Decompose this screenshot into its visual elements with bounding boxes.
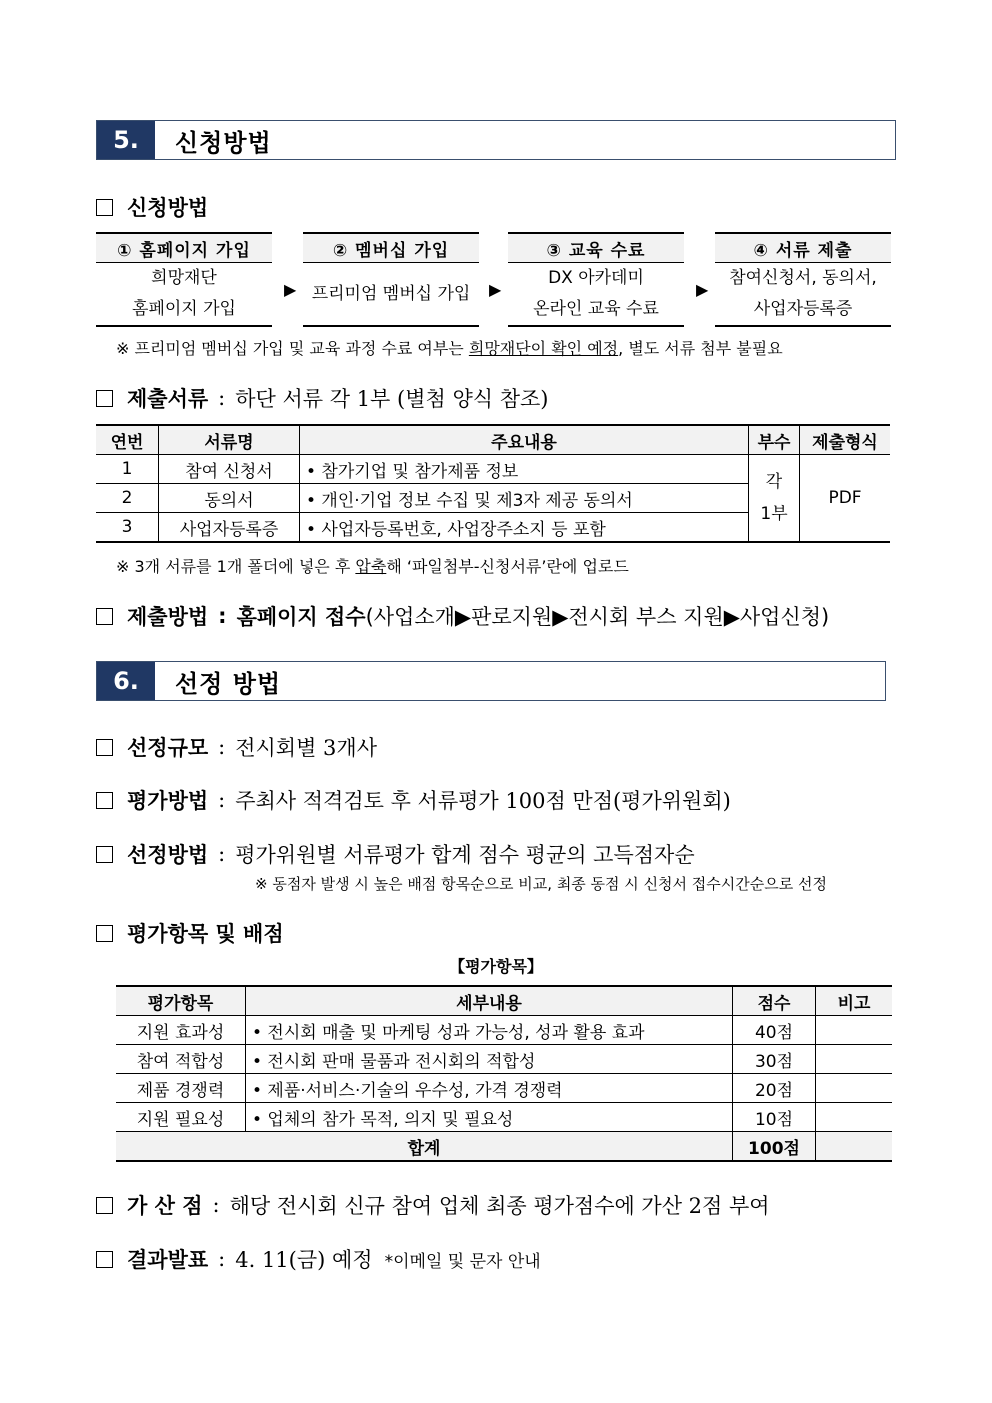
table-row: 3 사업자등록증 • 사업자등록번호, 사업장주소지 등 포함 bbox=[96, 513, 890, 543]
checkbox-icon bbox=[96, 846, 113, 863]
step-3 bbox=[508, 232, 684, 327]
tie-note: ※ 동점자 발생 시 높은 배점 항목순으로 비교, 최종 동점 시 신청서 접수시간순으로 선정 bbox=[255, 875, 827, 893]
documents-heading: 제출서류 : 하단 서류 각 1부 (별첨 양식 참조) bbox=[96, 383, 548, 413]
step-title: ③ 교육 수료 bbox=[508, 232, 684, 263]
eval-table bbox=[116, 985, 892, 1162]
selection-scale: 선정규모 : 전시회별 3개사 bbox=[96, 732, 377, 762]
table-row: 지원 효과성 • 전시회 매출 및 마케팅 성과 가능성, 성과 활용 효과 40점 bbox=[116, 1016, 892, 1045]
checkbox-icon bbox=[96, 608, 113, 625]
method-line: 제출방법 : 홈페이지 접수 (사업소개▶판로지원▶전시회 부스 지원▶사업신청) bbox=[96, 601, 829, 631]
checkbox-icon bbox=[96, 925, 113, 942]
section-6-header bbox=[96, 661, 886, 701]
step-1 bbox=[96, 232, 272, 327]
copies-cell: 각 1부 bbox=[749, 455, 800, 543]
table-row: 1 참여 신청서 • 참가기업 및 참가제품 정보 각 1부 PDF bbox=[96, 455, 890, 484]
bonus-line: 가 산 점 : 해당 전시회 신규 참여 업체 최종 평가점수에 가산 2점 부여 bbox=[96, 1190, 770, 1220]
eval-heading: 평가항목 및 배점 bbox=[96, 918, 284, 948]
selection-method: 선정방법 : 평가위원별 서류평가 합계 점수 평균의 고득점자순 bbox=[96, 839, 695, 869]
evaluation-method: 평가방법 : 주최사 적격검토 후 서류평가 100점 만점(평가위원회) bbox=[96, 785, 731, 815]
section-number: 5. bbox=[97, 121, 155, 159]
checkbox-icon bbox=[96, 390, 113, 407]
format-cell: PDF bbox=[800, 455, 891, 543]
section-number: 6. bbox=[97, 662, 155, 700]
step-2 bbox=[303, 232, 479, 327]
checkbox-icon bbox=[96, 199, 113, 216]
arrow-icon: ▶ bbox=[696, 280, 709, 299]
section-title: 선정 방법 bbox=[175, 669, 282, 698]
table-row: 참여 적합성 • 전시회 판매 물품과 전시회의 적합성 30점 bbox=[116, 1045, 892, 1074]
section-title: 신청방법 bbox=[175, 128, 272, 157]
arrow-icon: ▶ bbox=[284, 280, 297, 299]
checkbox-icon bbox=[96, 1251, 113, 1268]
checkbox-icon bbox=[96, 739, 113, 756]
arrow-icon: ▶ bbox=[489, 280, 502, 299]
apply-note: ※ 프리미엄 멤버십 가입 및 교육 과정 수료 여부는 희망재단이 확인 예정, 별도 서류 첨부 불필요 bbox=[116, 339, 783, 358]
documents-table bbox=[96, 424, 890, 543]
result-line: 결과발표 : 4. 11(금) 예정 *이메일 및 문자 안내 bbox=[96, 1244, 541, 1274]
apply-heading: 신청방법 bbox=[96, 192, 208, 222]
step-body: 프리미엄 멤버십 가입 bbox=[303, 263, 479, 327]
step-body: 희망재단 홈페이지 가입 bbox=[96, 263, 272, 327]
table-header-row: 평가항목 세부내용 점수 비고 bbox=[116, 986, 892, 1016]
step-title: ④ 서류 제출 bbox=[715, 232, 891, 263]
step-title: ② 멤버십 가입 bbox=[303, 232, 479, 263]
step-4 bbox=[715, 232, 891, 327]
table-row: 지원 필요성 • 업체의 참가 목적, 의지 및 필요성 10점 bbox=[116, 1103, 892, 1132]
documents-note: ※ 3개 서류를 1개 폴더에 넣은 후 압축해 ‘파일첨부-신청서류’란에 업로드 bbox=[116, 557, 629, 576]
checkbox-icon bbox=[96, 792, 113, 809]
total-row: 합계 100점 bbox=[116, 1132, 892, 1162]
table-header-row: 연번 서류명 주요내용 부수 제출형식 bbox=[96, 425, 890, 455]
step-body: 참여신청서, 동의서, 사업자등록증 bbox=[715, 263, 891, 327]
table-row: 2 동의서 • 개인·기업 정보 수집 및 제3자 제공 동의서 bbox=[96, 484, 890, 513]
eval-caption: 【평가항목】 bbox=[449, 957, 543, 976]
checkbox-icon bbox=[96, 1197, 113, 1214]
table-row: 제품 경쟁력 • 제품·서비스·기술의 우수성, 가격 경쟁력 20점 bbox=[116, 1074, 892, 1103]
section-5-header bbox=[96, 120, 896, 160]
step-body: DX 아카데미 온라인 교육 수료 bbox=[508, 263, 684, 327]
step-title: ① 홈페이지 가입 bbox=[96, 232, 272, 263]
